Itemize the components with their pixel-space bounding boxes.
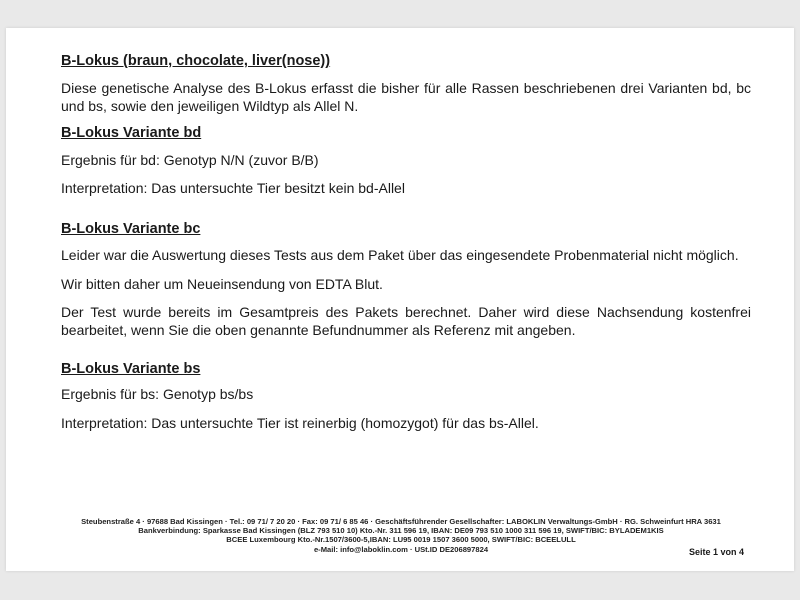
bd-result-text: Ergebnis für bd: Genotyp N/N (zuvor B/B)	[61, 152, 319, 168]
document-page	[6, 28, 794, 571]
bc-paragraph-1: Leider war die Auswertung dieses Tests aus dem Paket über das eingesendete Probenmaterial nicht möglich.	[61, 247, 739, 263]
variante-bc-heading: B-Lokus Variante bc	[61, 221, 201, 237]
b-lokus-heading: B-Lokus (braun, chocolate, liver(nose))	[61, 53, 331, 69]
page-number: Seite 1 von 4	[688, 547, 744, 557]
bs-interpretation-text: Interpretation: Das untersuchte Tier ist reinerbig (homozygot) für das bs-Allel.	[61, 415, 539, 431]
footer-bank-line: Bankverbindung: Sparkasse Bad Kissingen (BLZ 793 510 10) Kto.-Nr. 311 596 19, IBAN: DE09 793 510 1000 311 596 19, SWIFT/BIC: BYLADEM1KIS	[138, 526, 664, 536]
variante-bd-heading: B-Lokus Variante bd	[61, 125, 202, 141]
bd-interpretation-text: Interpretation: Das untersuchte Tier besitzt kein bd-Allel	[61, 180, 405, 196]
variante-bs-heading: B-Lokus Variante bs	[61, 361, 201, 377]
footer-email-line: e-Mail: info@laboklin.com · USt.ID DE206897824	[313, 544, 489, 554]
b-lokus-intro-paragraph: Diese genetische Analyse des B-Lokus erfasst die bisher für alle Rassen beschriebenen drei Varianten bd, bc und bs, sowie den jeweiligen Wildtyp als Allel N.	[61, 80, 751, 114]
bs-result-text: Ergebnis für bs: Genotyp bs/bs	[61, 386, 254, 402]
footer-bank-line-2: BCEE Luxembourg Kto.-Nr.1507/3600-5,IBAN: LU95 0019 1507 3600 5000, SWIFT/BIC: BCEELULL	[226, 535, 576, 545]
footer-company-info	[61, 517, 741, 554]
footer-address-line: Steubenstraße 4 · 97688 Bad Kissingen · Tel.: 09 71/ 7 20 20 · Fax: 09 71/ 6 85 46 · Geschäftsführender Gesellschafter: LABOKLIN Verwaltungs-GmbH · RG. Schweinfurt HRA 3631	[81, 517, 721, 526]
bc-paragraph-2: Wir bitten daher um Neueinsendung von EDTA Blut.	[61, 276, 383, 292]
bc-paragraph-3: Der Test wurde bereits im Gesamtpreis des Pakets berechnet. Daher wird diese Nachsendung kostenfrei bearbeitet, wenn Sie die oben genannte Befundnummer als Referenz mit angeben.	[61, 304, 751, 338]
